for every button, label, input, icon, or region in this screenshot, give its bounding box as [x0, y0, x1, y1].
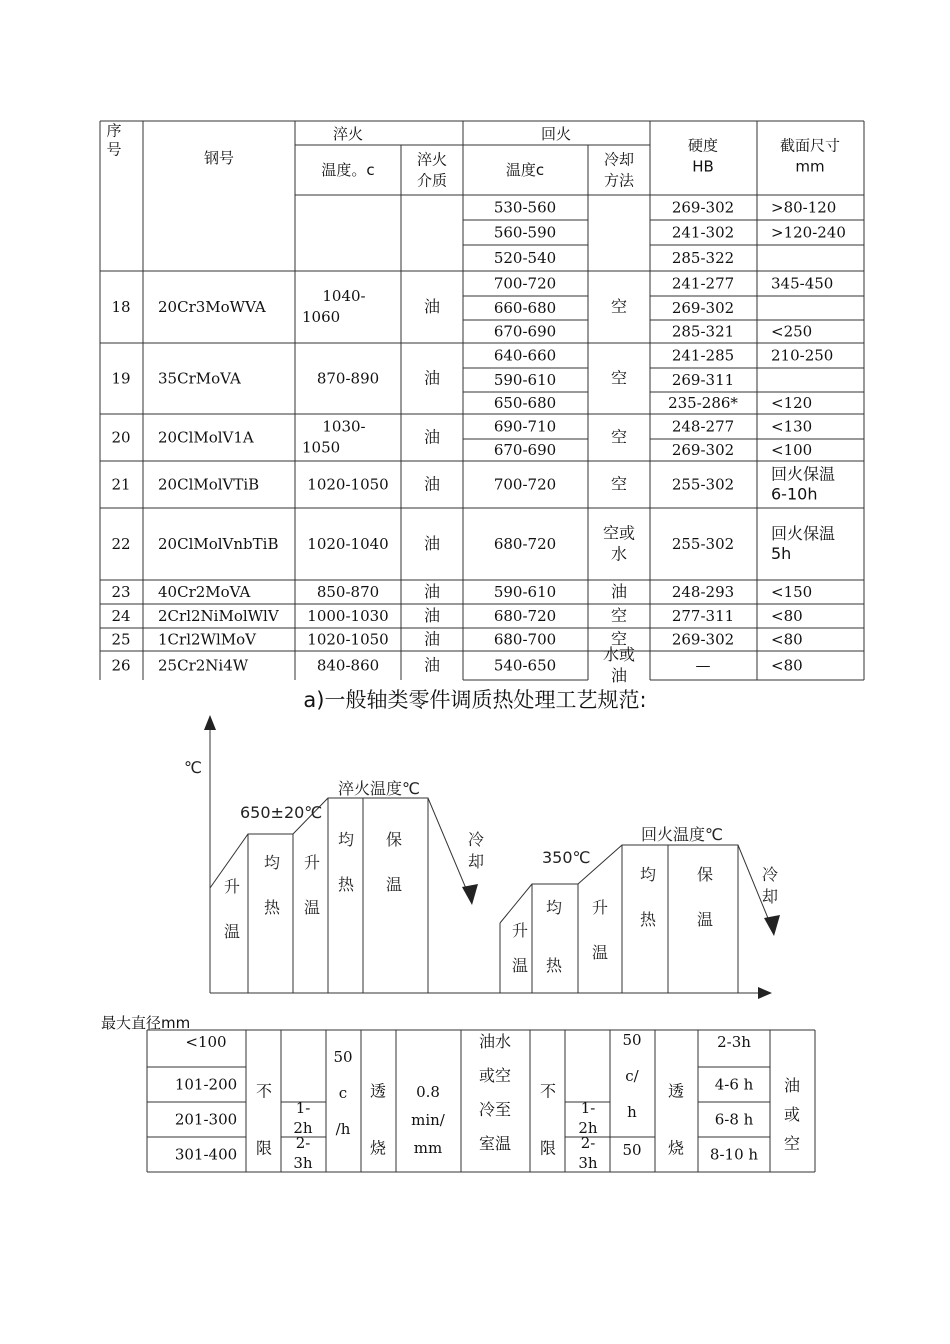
table-row-quench-medium: 油: [423, 534, 441, 553]
table-row-steel: 1Crl2WlMoV: [158, 630, 256, 649]
table-row-quench-medium: 油: [423, 582, 441, 601]
table-row-hardness: 241-277: [671, 274, 735, 293]
table2-col8-b: 2-3h: [578, 1134, 598, 1172]
table-row-seq: 21: [111, 475, 131, 494]
table-row-quench-temp: 1020-1050: [307, 630, 389, 649]
table-row-quench-medium: 油: [423, 629, 441, 649]
table-row-quench-medium: 油: [423, 655, 441, 675]
stage-heat-4: 升温: [591, 898, 609, 962]
table-row-section: <130: [771, 417, 813, 436]
table-row-hardness: 285-322: [671, 249, 735, 267]
table2-col1: 不限: [255, 1081, 273, 1158]
table2-col3: 50 c /h: [333, 1048, 353, 1138]
table-row-temper-temp: 700-720: [493, 475, 557, 494]
table-row-quench-temp: 1020-1040: [307, 535, 389, 553]
stage-soak-3: 均热: [545, 898, 563, 975]
table-row-quench-temp: 1000-1030: [307, 607, 389, 625]
table-row-section: <80: [771, 656, 803, 675]
max-diameter-label: 最大直径mm: [101, 1014, 191, 1032]
table-row-hardness: 255-302: [671, 475, 735, 494]
table2-col5: 0.8 min/ mm: [411, 1083, 445, 1157]
table-row-temper-temp: 540-650: [493, 656, 557, 675]
stage-hold-2: 保温: [696, 865, 714, 929]
table-row-temper-temp: 700-720: [493, 274, 557, 293]
table-row-section: 210-250: [771, 346, 834, 365]
table-row-section: <150: [771, 583, 813, 601]
table-row-hardness: 241-302: [671, 223, 735, 242]
table-row-temper-temp: 640-660: [493, 346, 557, 365]
stage-cool-2: 冷却: [761, 865, 779, 906]
table-row-temper-temp: 670-690: [493, 441, 557, 459]
header-quench: 淬火: [332, 125, 364, 143]
stage-soak-4: 均热: [639, 865, 657, 929]
table-row-quench-temp: 850-870: [316, 583, 380, 601]
table-row-cool-method: 空: [610, 606, 628, 625]
table-row-temper-temp: 680-720: [493, 535, 557, 553]
table-row-cool-method: 油: [610, 582, 628, 601]
table-row-quench-temp: 870-890: [316, 369, 380, 388]
stage-350-label: 350℃: [542, 848, 591, 867]
table-row-steel: 20Cr3MoWVA: [158, 298, 266, 316]
table-row-section: 回火保温 5h: [771, 524, 836, 563]
table-row-temper-temp: 560-590: [493, 223, 557, 242]
table2-col10: 透烧: [667, 1081, 685, 1158]
table2-col9-b: 50: [622, 1141, 642, 1159]
table-row-temper-temp: 590-610: [493, 583, 557, 601]
table-row-quench-temp: 1020-1050: [307, 475, 389, 494]
table-row-section: <120: [771, 394, 813, 412]
table-row-seq: 19: [111, 369, 131, 388]
header-cool-method: 冷却方法: [603, 150, 635, 190]
header-seq: 序号: [106, 121, 122, 159]
stage-cool-1: 冷却: [467, 830, 485, 871]
table-row-quench-temp: 1040-: [322, 287, 366, 305]
table-row-section: <80: [771, 630, 803, 649]
table-row-section: <100: [771, 441, 813, 459]
table-row-hardness: 255-302: [671, 535, 735, 553]
table2-col2-a: 1-2h: [293, 1099, 313, 1137]
table-row-steel: 40Cr2MoVA: [158, 583, 251, 601]
header-temper-temp: 温度c: [505, 161, 545, 179]
table2-col6: 油水或空冷至室温: [478, 1032, 512, 1153]
table-row-section: <80: [771, 607, 803, 625]
stage-heat-2: 升温: [303, 853, 321, 917]
stage-soak-2: 均热: [337, 830, 355, 894]
table-row-seq: 20: [111, 428, 131, 447]
table-row-hardness: 285-321: [671, 322, 735, 341]
table2-col12: 油或空: [783, 1076, 801, 1153]
table-row-steel: 20ClMolVnbTiB: [158, 535, 279, 553]
table-row-quench-medium: 油: [423, 474, 441, 494]
table-row-temper-temp: 680-720: [493, 607, 557, 625]
table2-col11: 2-3h: [717, 1033, 751, 1051]
table-row-section: >120-240: [771, 223, 846, 242]
table-row-steel: 25Cr2Ni4W: [158, 656, 249, 675]
table-row-seq: 18: [111, 298, 131, 316]
table-row-steel: 20ClMolVTiB: [158, 475, 260, 494]
header-quench-temp: 温度。c: [321, 161, 375, 179]
table-row-temper-temp: 660-680: [493, 299, 557, 317]
table-row-quench-medium: 油: [423, 427, 441, 447]
table2-col11: 4-6 h: [714, 1075, 754, 1094]
table-row-temper-temp: 520-540: [493, 249, 557, 267]
table2-col8-a: 1-2h: [578, 1099, 598, 1137]
header-quench-medium: 淬火介质: [416, 150, 448, 190]
header-temper: 回火: [540, 125, 572, 143]
header-steel: 钢号: [203, 149, 235, 167]
table-row-seq: 26: [111, 656, 131, 675]
table-row-seq: 23: [111, 583, 131, 601]
table-row-temper-temp: 530-560: [493, 198, 557, 217]
table-row-cool-method: 空或水: [602, 523, 636, 564]
table-row-cool-method: 空: [610, 297, 628, 316]
table-row-seq: 24: [111, 607, 131, 625]
table-row-hardness: 277-311: [671, 607, 735, 625]
diameter-cell: 101-200: [174, 1075, 238, 1094]
table-row-temper-temp: 680-700: [493, 630, 557, 649]
table2-col7: 不限: [539, 1081, 557, 1158]
table-row-section: 回火保温 6-10h: [771, 464, 836, 504]
temper-temp-label: 回火温度℃: [641, 825, 723, 844]
quench-temp-label: 淬火温度℃: [338, 779, 420, 798]
table-row-quench-medium: 油: [423, 297, 441, 316]
diameter-cell: 201-300: [174, 1110, 238, 1129]
table-row-temper-temp: 690-710: [493, 417, 557, 436]
diameter-cell: 301-400: [174, 1145, 238, 1164]
table-row-quench-temp: 1050: [302, 438, 341, 457]
table-row-cool-method: 空: [610, 427, 628, 447]
table2-col2-b: 2-3h: [293, 1134, 313, 1172]
table-row-section: >80-120: [771, 198, 837, 217]
table-row-hardness: 269-302: [671, 441, 735, 459]
table-row-temper-temp: 670-690: [493, 322, 557, 341]
table-row-hardness: 269-302: [671, 630, 735, 649]
table-row-section: <250: [771, 322, 813, 341]
table-row-quench-temp: 840-860: [316, 656, 380, 675]
table-row-cool-method: 空: [610, 368, 628, 388]
table-row-hardness: 269-302: [671, 198, 735, 217]
table-row-hardness: 248-293: [671, 583, 735, 601]
stage-soak-1: 均热: [263, 853, 281, 917]
table2-col9: 50 c/ h: [622, 1031, 642, 1121]
table-row-cool-method: 空: [610, 629, 628, 649]
table-row-seq: 22: [111, 535, 131, 553]
preheat-temp-label: 650±20℃: [240, 803, 323, 822]
table-row-hardness: 248-277: [671, 417, 735, 436]
table-row-hardness: 241-285: [671, 346, 735, 365]
table-row-steel: 2Crl2NiMolWlV: [158, 607, 279, 625]
table-row-cool-method: 空: [610, 474, 628, 494]
table-row-hardness: 235-286*: [668, 394, 738, 412]
table-row-steel: 35CrMoVA: [158, 369, 241, 388]
table-row-cool-method: 水或油: [602, 645, 636, 685]
stage-heat-1: 升温: [223, 877, 241, 941]
table2-col11: 8-10 h: [709, 1145, 759, 1164]
table-row-temper-temp: 590-610: [493, 371, 557, 389]
table-row-quench-medium: 油: [423, 606, 441, 625]
table-row-hardness: 269-311: [671, 371, 735, 389]
table2-col4: 透烧: [369, 1081, 387, 1158]
table-row-seq: 25: [111, 630, 131, 649]
header-section: 截面尺寸 mm: [779, 136, 841, 176]
table-row-temper-temp: 650-680: [493, 394, 557, 412]
stage-hold-1: 保温: [385, 830, 403, 894]
y-axis-label: ℃: [184, 758, 202, 777]
stage-heat-3: 升温: [511, 921, 529, 975]
diameter-cell: <100: [185, 1033, 227, 1051]
table-row-hardness: —: [695, 656, 711, 675]
table2-col11: 6-8 h: [714, 1110, 754, 1129]
section-title: a)一般轴类零件调质热处理工艺规范:: [303, 688, 647, 712]
table-row-quench-temp: 1030-: [322, 417, 366, 436]
header-hardness: 硬度 HB: [687, 136, 719, 176]
table-row-section: 345-450: [771, 274, 834, 293]
table-row-quench-temp: 1060: [302, 308, 341, 326]
table-row-quench-medium: 油: [423, 368, 441, 388]
table-row-hardness: 269-302: [671, 299, 735, 317]
table-row-steel: 20ClMolV1A: [158, 428, 254, 447]
